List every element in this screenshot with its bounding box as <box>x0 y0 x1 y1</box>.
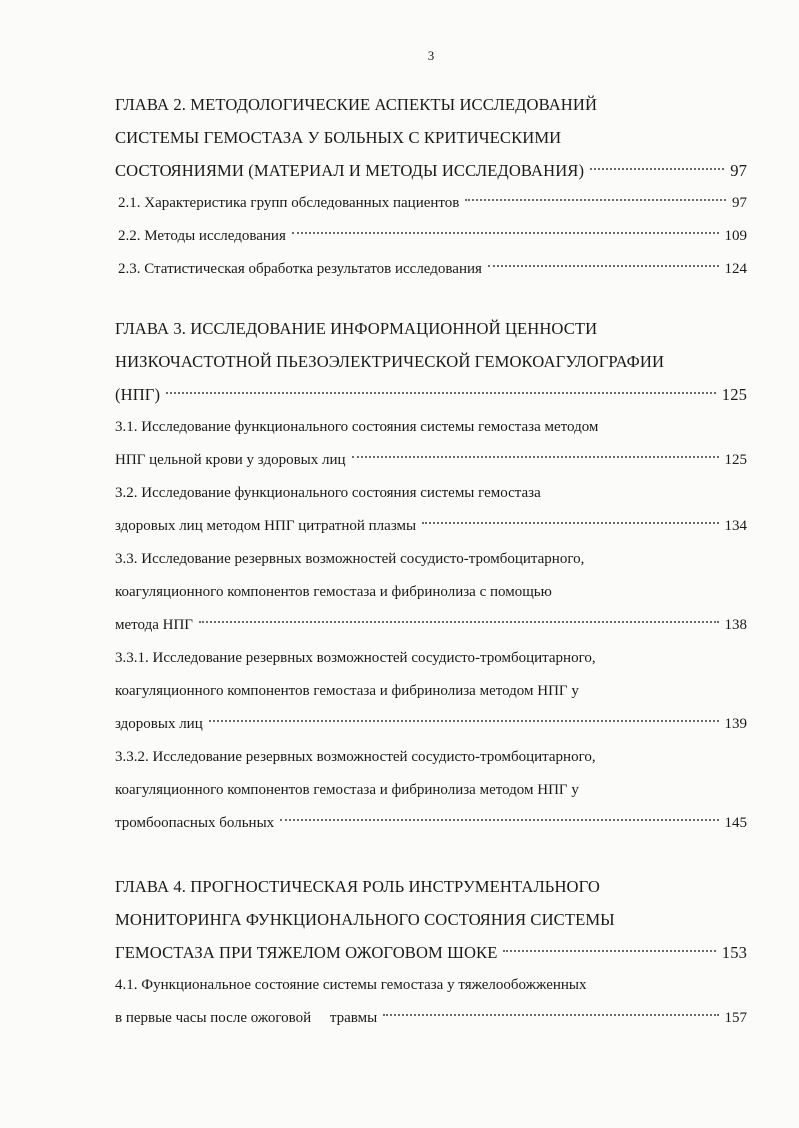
section-3-2-text-1: 3.2. Исследование функционального состояния системы гемостаза <box>115 485 541 501</box>
section-2-3 <box>115 253 747 286</box>
section-3-3-1-line-2 <box>115 675 747 708</box>
dot-leader <box>503 950 715 952</box>
section-4-1-text-2: в первые часы после ожоговой травмы <box>115 1010 378 1026</box>
section-4-1-page-number: 157 <box>724 1010 747 1026</box>
chapter-2-title-text-3: СОСТОЯНИЯМИ (МАТЕРИАЛ И МЕТОДЫ ИССЛЕДОВАНИЯ) <box>115 161 585 180</box>
section-2-1 <box>115 187 747 220</box>
table-of-contents <box>115 88 747 1035</box>
section-3-1-page-number: 125 <box>724 452 747 468</box>
section-3-3-text-2: коагуляционного компонентов гемостаза и фибринолиза с помощью <box>115 584 552 600</box>
dot-leader <box>590 168 724 170</box>
dot-leader <box>488 265 719 267</box>
chapter-3-page-number: 125 <box>721 385 747 404</box>
dot-leader <box>465 199 726 201</box>
section-2-2 <box>115 220 747 253</box>
chapter-2-title-text-2: СИСТЕМЫ ГЕМОСТАЗА У БОЛЬНЫХ С КРИТИЧЕСКИМИ <box>115 128 562 147</box>
chapter-4-title-text-1: ГЛАВА 4. ПРОГНОСТИЧЕСКАЯ РОЛЬ ИНСТРУМЕНТАЛЬНОГО <box>115 877 600 896</box>
dot-leader <box>166 392 716 394</box>
section-3-1-line-2 <box>115 444 747 477</box>
section-3-3-2-text-1: 3.3.2. Исследование резервных возможностей сосудисто-тромбоцитарного, <box>115 749 596 765</box>
section-3-1-line-1 <box>115 411 747 444</box>
section-4-1-line-1 <box>115 969 747 1002</box>
dot-leader <box>199 621 719 623</box>
section-3-3-2-page-number: 145 <box>724 815 747 831</box>
section-3-3-1-text-1: 3.3.1. Исследование резервных возможностей сосудисто-тромбоцитарного, <box>115 650 596 666</box>
chapter-4-title-text-2: МОНИТОРИНГА ФУНКЦИОНАЛЬНОГО СОСТОЯНИЯ СИСТЕМЫ <box>115 910 615 929</box>
section-3-3-2-line-2 <box>115 774 747 807</box>
section-3-3-line-1 <box>115 543 747 576</box>
chapter-2-title-line-2 <box>115 121 747 154</box>
chapter-3-title-text-2: НИЗКОЧАСТОТНОЙ ПЬЕЗОЭЛЕКТРИЧЕСКОЙ ГЕМОКОАГУЛОГРАФИИ <box>115 352 665 371</box>
section-3-3-2-text-3: тромбоопасных больных <box>115 815 275 831</box>
section-2-3-page-number: 124 <box>724 261 747 277</box>
chapter-4-page-number: 153 <box>721 943 747 962</box>
chapter-3-title-text-1: ГЛАВА 3. ИССЛЕДОВАНИЕ ИНФОРМАЦИОННОЙ ЦЕННОСТИ <box>115 319 598 338</box>
section-3-3-line-2 <box>115 576 747 609</box>
chapter-4-title-line-1 <box>115 870 747 903</box>
section-2-2-page-number: 109 <box>724 228 747 244</box>
section-3-3-1-line-1 <box>115 642 747 675</box>
dot-leader <box>280 819 718 821</box>
dot-leader <box>292 232 719 234</box>
dot-leader <box>422 522 718 524</box>
section-3-3-1-page-number: 139 <box>724 716 747 732</box>
section-3-3-page-number: 138 <box>724 617 747 633</box>
chapter-3-title-line-3 <box>115 378 747 411</box>
section-3-2-text-2: здоровых лиц методом НПГ цитратной плазмы <box>115 518 417 534</box>
spacer <box>115 286 747 312</box>
section-3-3-1-line-3 <box>115 708 747 741</box>
chapter-4-title-text-3: ГЕМОСТАЗА ПРИ ТЯЖЕЛОМ ОЖОГОВОМ ШОКЕ <box>115 943 498 962</box>
section-4-1-text-1: 4.1. Функциональное состояние системы гемостаза у тяжелообожженных <box>115 977 587 993</box>
section-3-3-2-line-1 <box>115 741 747 774</box>
chapter-2-title-line-1 <box>115 88 747 121</box>
dot-leader <box>352 456 719 458</box>
section-3-1-text-2: НПГ цельной крови у здоровых лиц <box>115 452 346 468</box>
section-2-1-text: 2.1. Характеристика групп обследованных пациентов <box>118 195 460 211</box>
section-3-3-2-line-3 <box>115 807 747 840</box>
dot-leader <box>209 720 719 722</box>
chapter-2-title-text-1: ГЛАВА 2. МЕТОДОЛОГИЧЕСКИЕ АСПЕКТЫ ИССЛЕДОВАНИЙ <box>115 95 598 114</box>
section-3-2-page-number: 134 <box>724 518 747 534</box>
chapter-4-title-line-2 <box>115 903 747 936</box>
section-3-3-1-text-3: здоровых лиц <box>115 716 203 732</box>
page-number: 3 <box>427 48 435 63</box>
section-3-1-text-1: 3.1. Исследование функционального состояния системы гемостаза методом <box>115 419 599 435</box>
section-3-2-line-1 <box>115 477 747 510</box>
chapter-3-title-line-1 <box>115 312 747 345</box>
section-2-2-text: 2.2. Методы исследования <box>118 228 286 244</box>
section-3-3-2-text-2: коагуляционного компонентов гемостаза и фибринолиза методом НПГ у <box>115 782 579 798</box>
chapter-3-title-line-2 <box>115 345 747 378</box>
chapter-2-page-number: 97 <box>730 161 747 180</box>
chapter-3-title-text-3: (НПГ) <box>115 385 161 404</box>
section-3-2-line-2 <box>115 510 747 543</box>
section-2-1-page-number: 97 <box>732 195 747 211</box>
section-3-3-text-3: метода НПГ <box>115 617 193 633</box>
dot-leader <box>383 1014 718 1016</box>
chapter-4-title-line-3 <box>115 936 747 969</box>
spacer <box>115 840 747 870</box>
section-2-3-text: 2.3. Статистическая обработка результатов исследования <box>118 261 482 277</box>
section-3-3-text-1: 3.3. Исследование резервных возможностей сосудисто-тромбоцитарного, <box>115 551 585 567</box>
section-3-3-line-3 <box>115 609 747 642</box>
chapter-2-title-line-3 <box>115 154 747 187</box>
section-3-3-1-text-2: коагуляционного компонентов гемостаза и фибринолиза методом НПГ у <box>115 683 579 699</box>
section-4-1-line-2 <box>115 1002 747 1035</box>
